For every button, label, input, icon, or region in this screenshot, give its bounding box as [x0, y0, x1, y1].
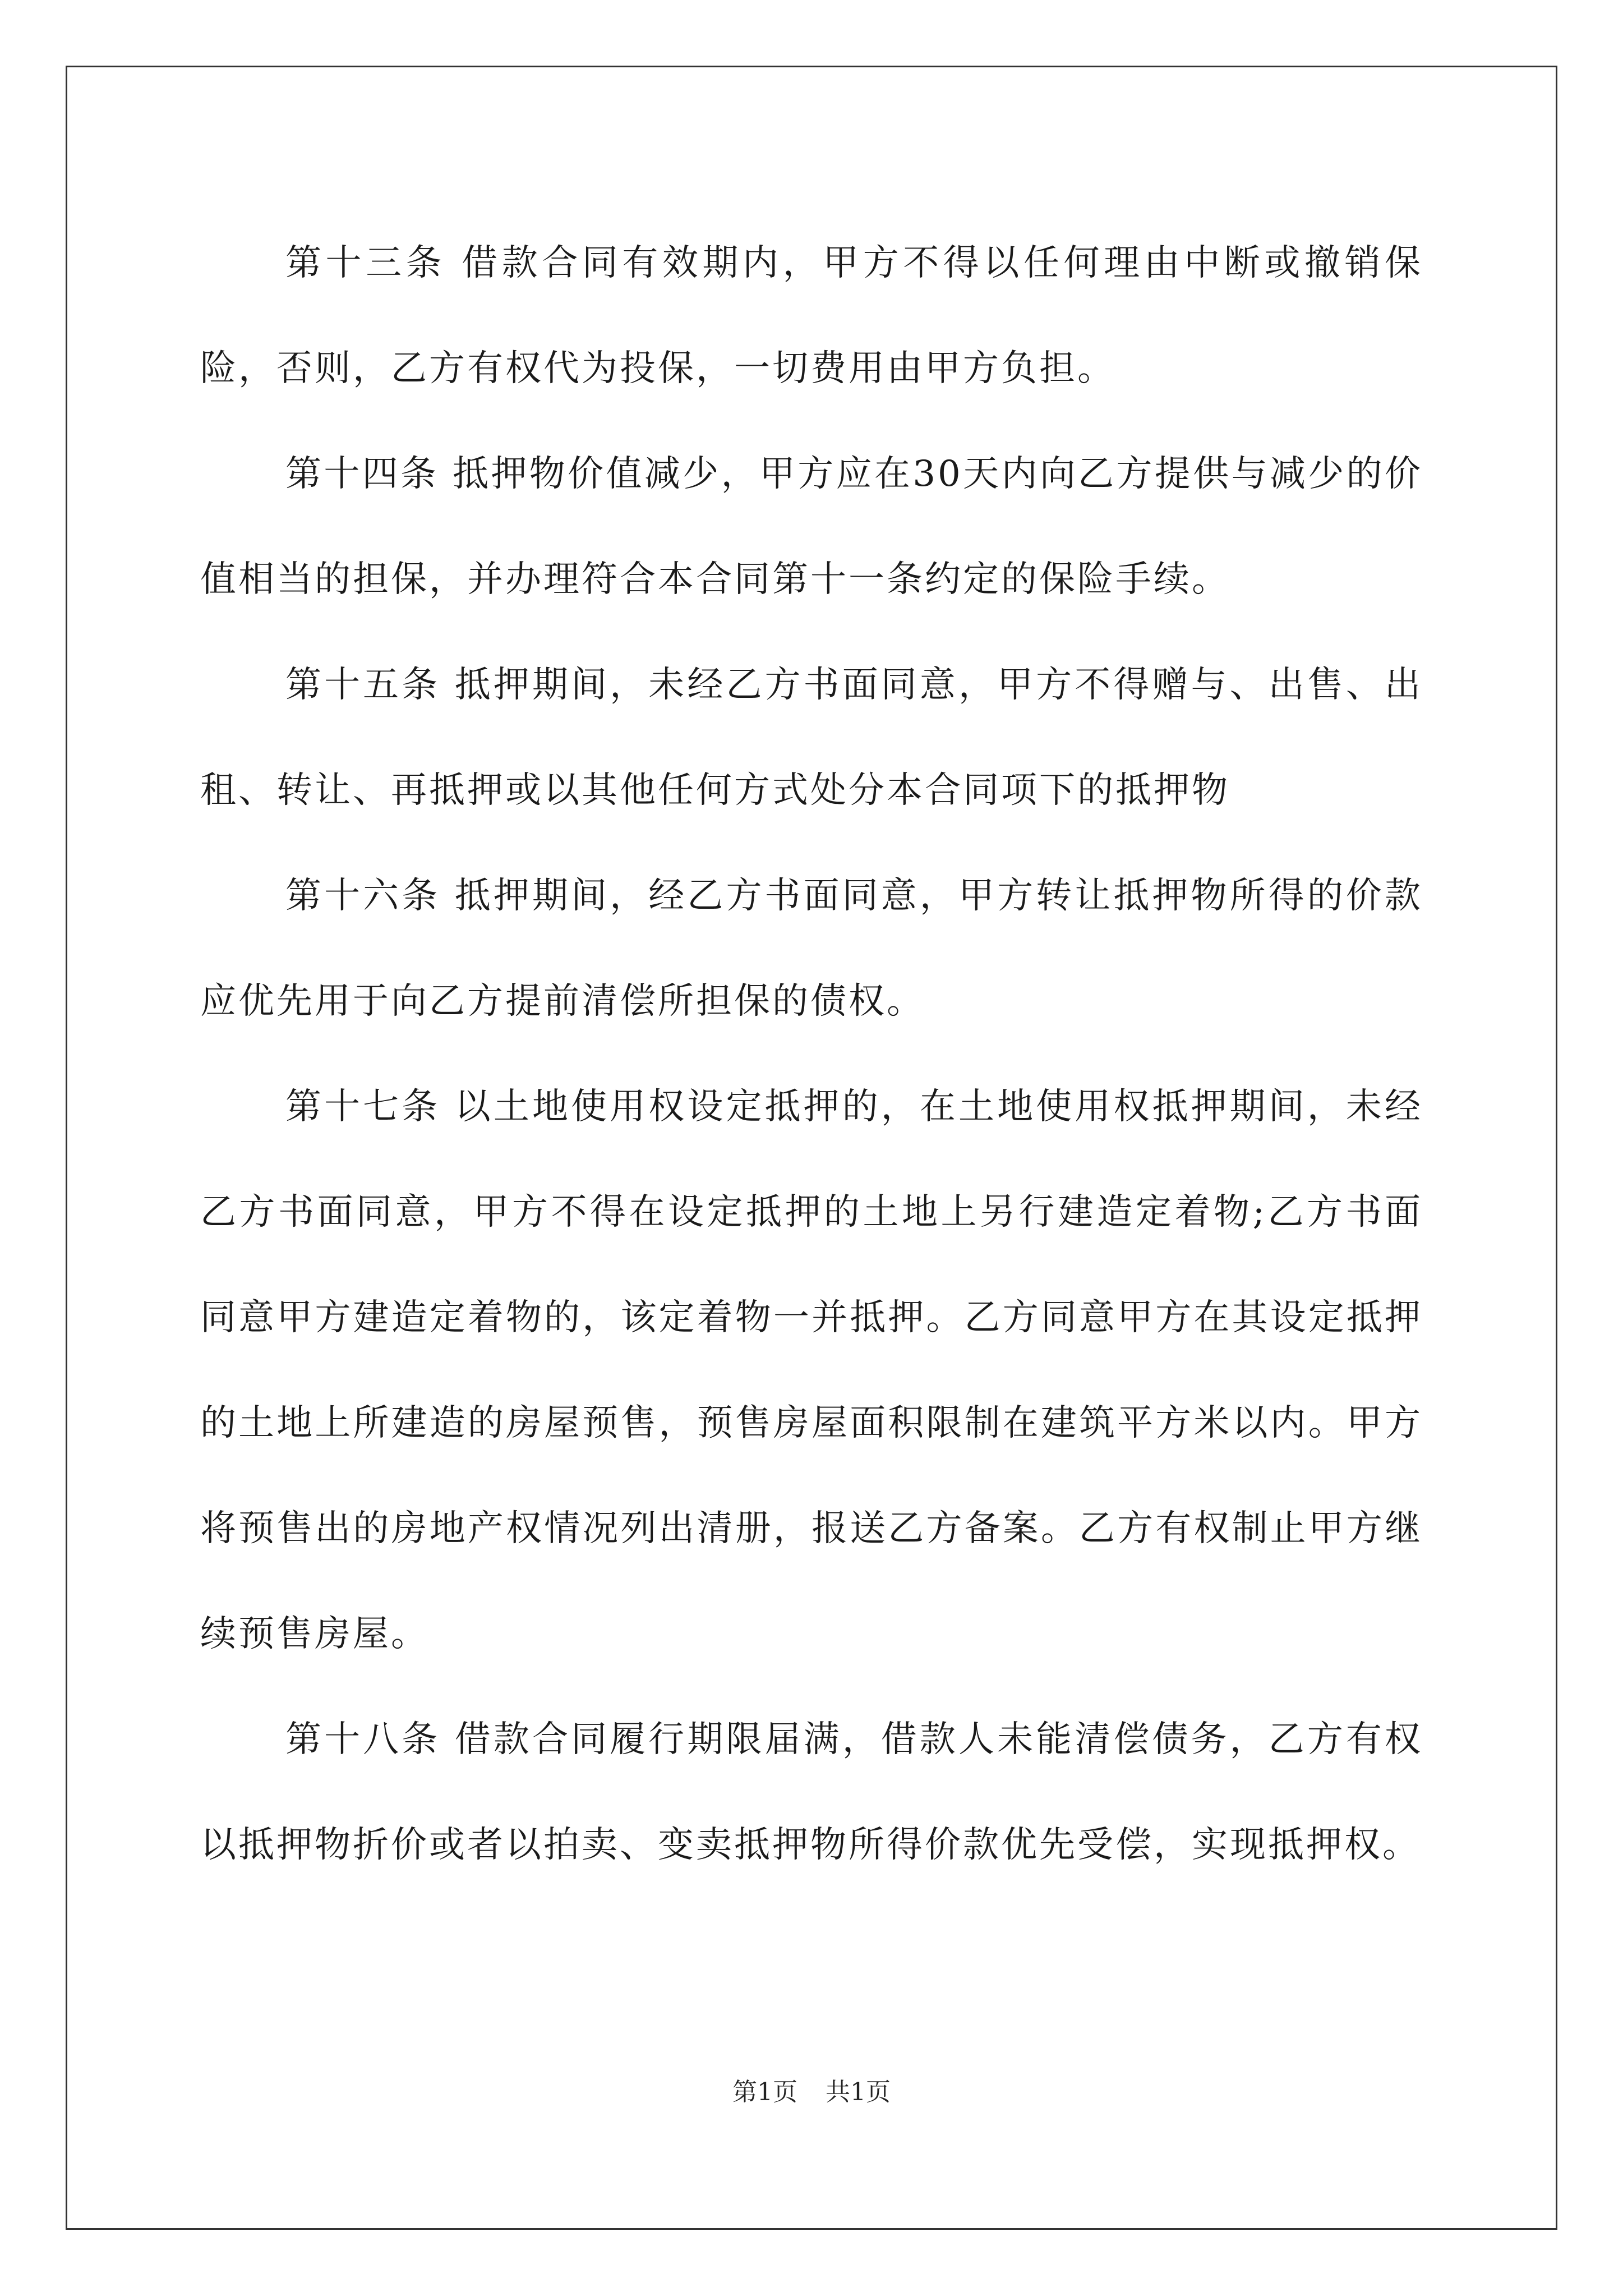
clause-18: 第十八条 借款合同履行期限届满，借款人未能清偿债务，乙方有权以抵押物折价或者以拍卖、变卖抵押物所得价款优先受偿，实现抵押权。: [200, 1719, 1423, 1866]
document-body: [200, 210, 1423, 1898]
clause-13: 第十三条 借款合同有效期内，甲方不得以任何理由中断或撤销保险，否则，乙方有权代为投保，一切费用由甲方负担。: [200, 242, 1423, 389]
clause-17: 第十七条 以土地使用权设定抵押的，在土地使用权抵押期间，未经乙方书面同意，甲方不得在设定抵押的土地上另行建造定着物;乙方书面同意甲方建造定着物的，该定着物一并抵押。乙方同意甲方在其设定抵押的土地上所建造的房屋预售，预售房屋面积限制在建筑平方米以内。甲方将预售出的房地产权情况列出清册，报送乙方备案。乙方有权制止甲方继续预售房屋。: [200, 1086, 1423, 1655]
page-total: 共1页: [826, 2078, 891, 2106]
clause-14: 第十四条 抵押物价值减少，甲方应在30天内向乙方提供与减少的价值相当的担保，并办理符合本合同第十一条约定的保险手续。: [200, 453, 1423, 600]
clause-15: 第十五条 抵押期间，未经乙方书面同意，甲方不得赠与、出售、出租、转让、再抵押或以其他任何方式处分本合同项下的抵押物: [200, 664, 1423, 811]
page-number: 第1页: [732, 2078, 797, 2106]
page-footer: [0, 2076, 1623, 2109]
clause-16: 第十六条 抵押期间，经乙方书面同意，甲方转让抵押物所得的价款应优先用于向乙方提前清偿所担保的债权。: [200, 875, 1423, 1022]
